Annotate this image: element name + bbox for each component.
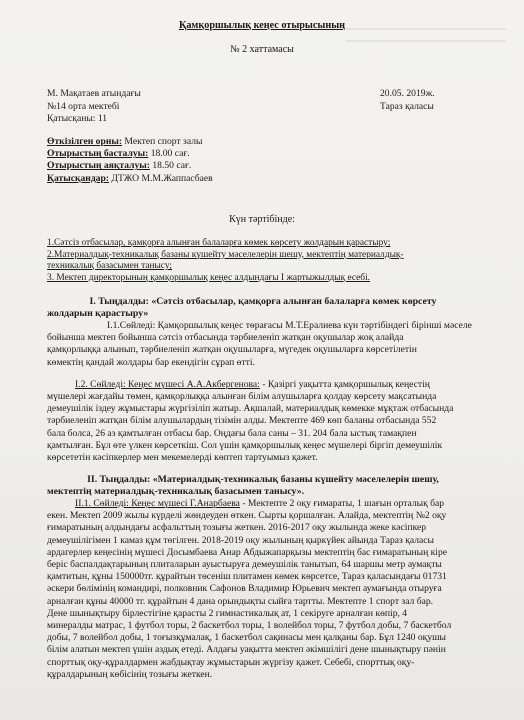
document-title: Қамқоршылық кеңес отырысының [178,20,346,31]
section-2-p1-line: беріс баспалдақтарының плиталарын ауыстыруға демеушілік танытып, 64 шаршы метр аумақты [47,559,442,571]
section-2-p1-line: ардагерлер кеңесінің мүшесі Досымбаева Анар Абдыжапарқызы мектептің бас ғимаратының кіре [47,546,448,558]
meta-row [47,173,213,185]
meeting-meta [47,136,213,185]
spacer [47,369,479,379]
section-1-p2-line: тәрбиеленіп жатқан білім алушылардың тізімін алды. Мектепте 469 көп баланы отбасында 552 [47,415,437,427]
section-2-heading-cont: мектептің материалдық-техникалық базасымен танысу». [47,486,305,497]
meeting-city: Тараз қаласы [380,100,434,112]
school-number: №14 орта мектебі [47,100,120,112]
meta-label: Отырыстың басталуы: [47,148,149,160]
agenda-heading: Күн тәртібінде: [229,214,295,225]
meta-row [47,160,213,172]
meta-value: ДТЖО М.М.Жаппасбаев [109,172,213,184]
section-2-p1-line: демеушілігімен 1 камаз құм төгілген. 2018-2019 оқу жылының қыркүйек айында Тараз қаласы [47,534,434,546]
meta-value: Мектеп спорт залы [122,136,203,147]
meta-value: 18.00 сағ. [148,148,190,160]
section-2-p1-line: добы, 7 волейбол добы, 1 тоғызқұмалақ, 1 баскетбол сақинасы мен қалқаны бар. Бұл 1240 оқушы [47,632,446,644]
speaker-label: ІІ.1. Сөйледі: Кеңес мүшесі Г.Анарбаева [75,498,240,509]
section-1-p1-line: қамқорлыққа алынып, тәрбиеленіп жатқан оқушыларға, мүгедек оқушыларға көрсетілетін [47,344,417,356]
document-subtitle: № 2 хаттамасы [230,44,294,55]
section-2-p1-line: Дене шынықтыру бірлестігіне қарасты 2 гимнастикалық ат, 1 секіруге арналған көпір, 4 [47,607,408,619]
section-2-p1-line: ғимаратының алдындағы асфальттың тозығы жеткен. 2016-2017 оқу жылында жеке кәсіпкер [47,522,427,534]
date-place [380,88,435,113]
section-2-p1-line: минералды матрас, 1 футбол торы, 2 баскетбол торы, 1 волейбол торы, 7 футбол добы, 7 баскетбол [47,620,452,632]
section-2 [47,474,479,681]
section-2-p1-line: арналған құны 40000 тг. құрайтын 4 дана орындықты сыйға тартты. Мектепте 1 спорт зал бар. [47,595,434,607]
section-1-heading-cont: жолдарын қарастыру» [47,308,149,319]
section-1-p2-line: - Қазіргі уақытта қамқоршылық кеңестің [259,378,430,390]
section-2-p1-line: құралдарының көбісінің тозығы жеткен. [47,668,213,680]
section-2-p1-line: спорттық оқу-құралдармен жабдықтау жұмыстарын жүргізу қажет. Себебі, спорттық оқу- [47,656,415,668]
section-2-p1-line: білім алатын мектеп үшін аздық етеді. Алдағы уақытта мектеп әкімшілігі дене шынықтыру пәнін [47,644,446,656]
section-2-p1-line: - Мектепте 2 оқу ғимараты, 1 шағын орталық бар [239,498,445,509]
section-2-p1-line: қамтитын, құны 150000тг. құрайтын төсеніш плитамен көмек көрсетсе, Тараз қаласындағы 01731 [47,571,447,583]
section-1-p2-line: бала болса, 26 аз қамтылған отбасы бар. Оңдағы бала саны – 31. 204 бала ыстық тамақпен [47,427,417,439]
speaker-label: І.2. Сөйледі: Кеңес мүшесі А.А.Акбергенова: [75,378,260,390]
section-2-p1-first [47,498,479,510]
section-1-p2-line: мүшелері жағдайы төмен, қамқорлыққа алынған білім алушыларға қолдау көрсету мақсатында [47,391,437,403]
meeting-date: 20.05. 2019ж. [380,88,435,99]
section-1-p1-line: бойынша мектеп бойынша сәтсіз отбасында тәрбиеленіп жатқан оқушылар жоқ алайда [47,332,404,344]
section-1-heading: І. Тыңдалды: «Сәтсіз отбасылар, қамқорға алынған балаларға көмек көрсету [89,296,437,307]
bleed-through-mark [346,40,506,42]
section-1-p2-line: демеушілік іздеу жұмыстары жүргізіліп жатыр. Ақшалай, материалдық көмекке мұқтаж отбасында [47,403,454,415]
agenda-item: 2.Материалдық-техникалық базаны күшейту мәселелерін шешу, мектептің материалдық- [47,249,404,260]
meta-row [47,136,213,148]
agenda-item: техникалық базасымен танысу; [47,261,172,272]
agenda-item: 3. Мектеп директорының қамқоршылық кеңес алдындағы І жартыжылдық есебі. [47,272,371,283]
meta-row [47,148,213,160]
section-2-p1-line: әскери бөлімінің командирі, полковник Сафонов Владимир Юрьевич мектеп аумағында отыруға [47,583,442,595]
section-1-p1-line: І.1.Сөйледі: Қамқоршылық кеңес төрағасы М.Т.Ералиева күн тәртібіндегі бірінші мәселе [107,320,472,331]
school-info [47,88,141,126]
section-1 [47,296,479,464]
section-1-p2-first [47,379,479,391]
meta-label: Өткізілген орны: [47,136,123,147]
school-name: М. Мақатаев атындағы [47,88,141,99]
section-1-p2-line: көрсететін кәсіпкерлер мен мекемелерді көптеп тартуымыз қажет. [47,452,318,464]
meta-label: Қатысқандар: [47,172,109,184]
attendance-count: Қатысқаны: 11 [47,113,108,125]
meta-label: Отырыстың аяқталуы: [47,160,150,172]
meta-value: 18.50 сағ. [149,160,192,172]
section-1-p2-line: қамтылған. Бұл өте үлкен көрсеткіш. Сол үшін қамқоршылық кеңес мүшелері біргіп демеушілік [47,439,443,451]
section-2-p1-line: екен. Мектеп 2009 жылы күрделі жөндеуден өткен. Сырты қоршалған. Алайда, мектептің №2 оқу [47,510,447,522]
section-2-heading: ІІ. Тыңдалды: «Материалдық-техникалық базаны күшейту мәселелерін шешу, [87,474,439,485]
agenda-list [47,238,467,284]
section-1-p1-line: көмектің қандай жолдары бар екендігін сұрап өтті. [47,356,255,368]
agenda-item: 1.Сәтсіз отбасылар, қамқорға алынған балаларға көмек көрсету жолдарын қарастыру; [47,238,391,248]
